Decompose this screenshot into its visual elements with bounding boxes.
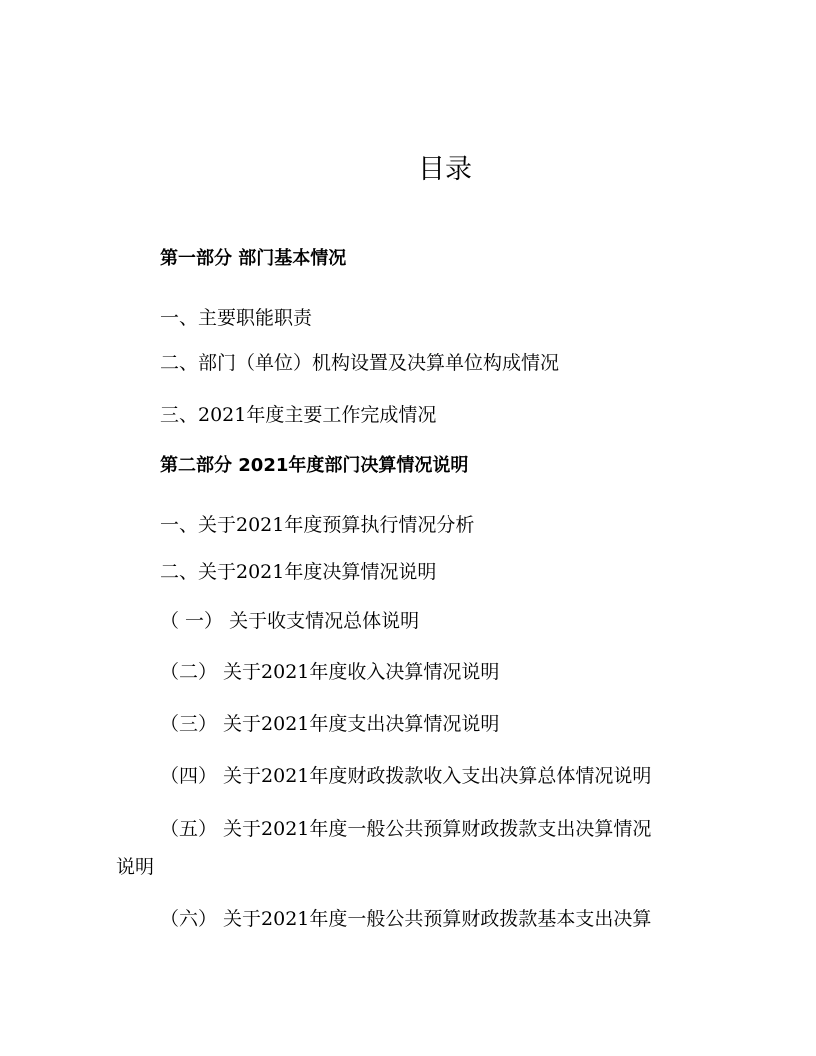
toc-item[interactable]: （四） 关于2021年度财政拨款收入支出决算总体情况说明 [160,765,652,787]
toc-item[interactable]: 二、部门（单位）机构设置及决算单位构成情况 [160,352,560,374]
toc-item[interactable]: 一、主要职能职责 [160,307,313,329]
toc-item[interactable]: （二） 关于2021年度收入决算情况说明 [160,661,500,683]
toc-item-continuation[interactable]: 说明 [116,856,155,878]
toc-item[interactable]: 一、关于2021年度预算执行情况分析 [160,514,475,536]
toc-item[interactable]: （五） 关于2021年度一般公共预算财政拨款支出决算情况 [160,818,652,840]
toc-part-heading[interactable]: 第一部分 部门基本情况 [160,248,347,269]
toc-item[interactable]: （三） 关于2021年度支出决算情况说明 [160,713,500,735]
toc-item[interactable]: 二、关于2021年度决算情况说明 [160,561,437,583]
toc-item[interactable]: （ 一） 关于收支情况总体说明 [160,610,420,632]
toc-item[interactable]: （六） 关于2021年度一般公共预算财政拨款基本支出决算 [160,908,652,930]
page-title: 目录 [418,154,472,185]
toc-part-heading[interactable]: 第二部分 2021年度部门决算情况说明 [160,455,469,476]
toc-item[interactable]: 三、2021年度主要工作完成情况 [160,404,437,426]
